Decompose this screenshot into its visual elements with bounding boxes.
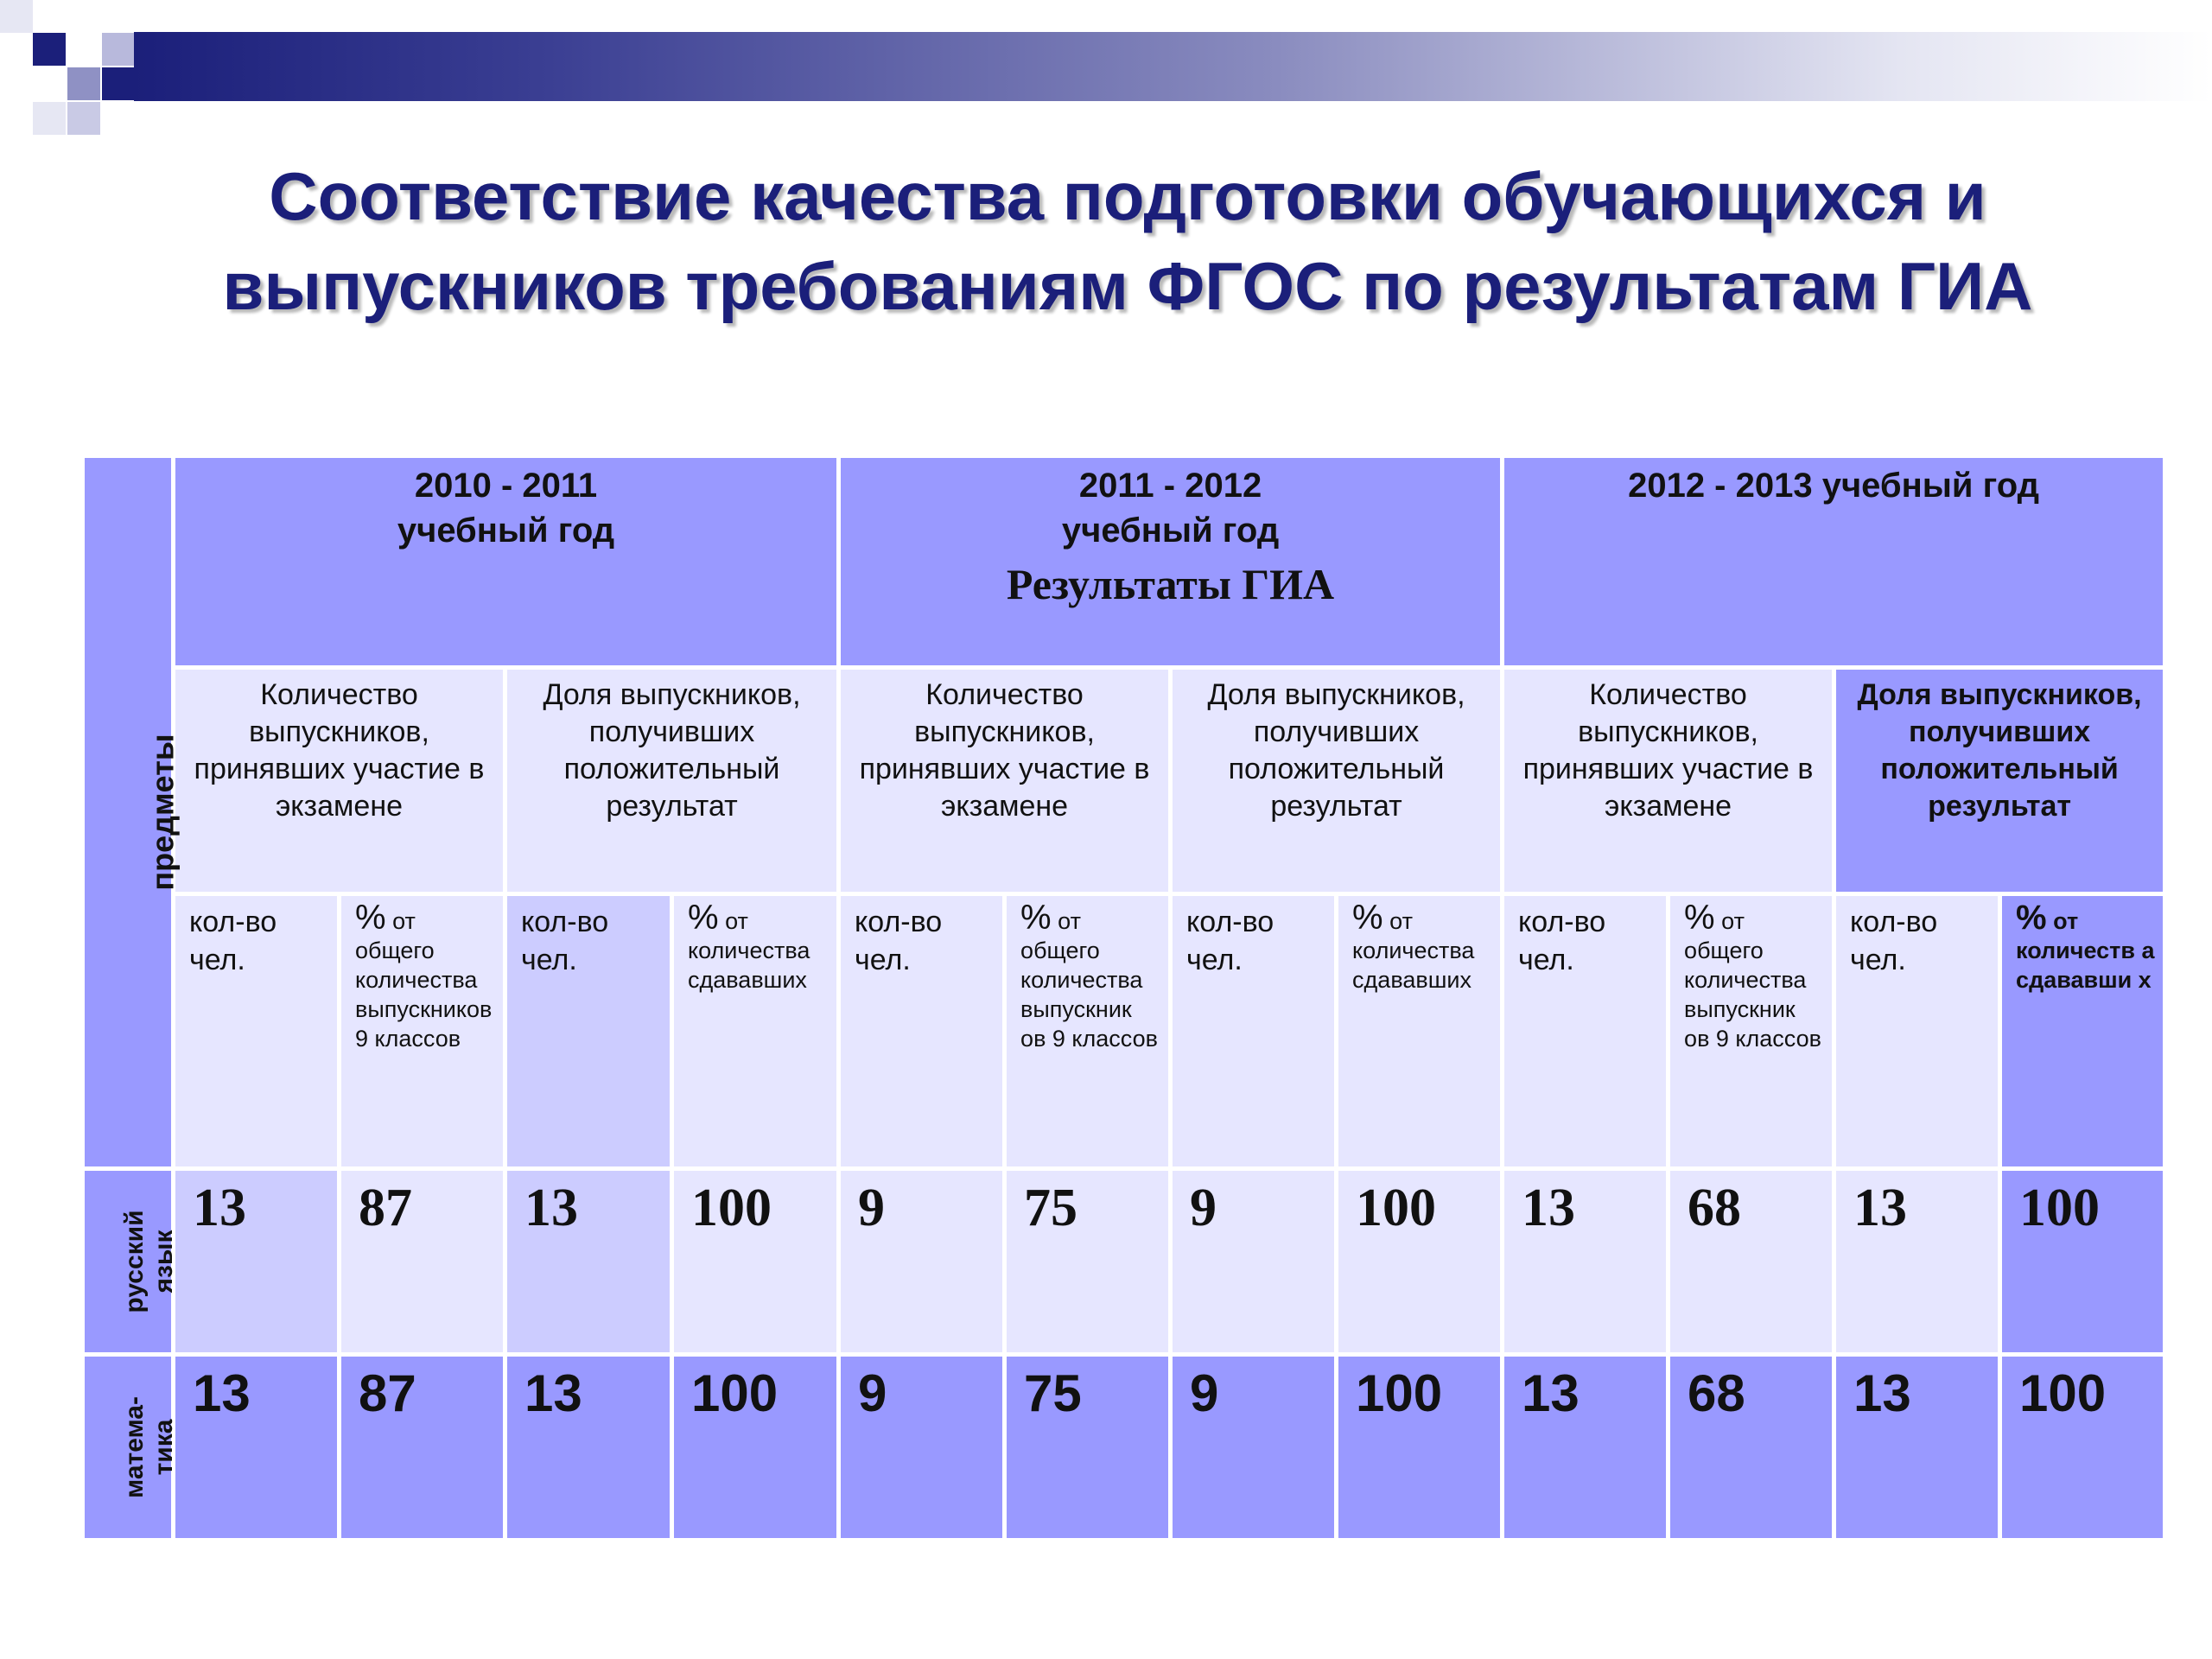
decor-square	[67, 67, 100, 100]
pct-passed-text: от количества сдававших	[688, 908, 810, 993]
year-label: 2011 - 2012 учебный год	[1061, 467, 1280, 550]
value-cell: 9	[1171, 1355, 1337, 1541]
subject-cell	[83, 1355, 178, 1541]
positive-header: Доля выпускников, получивших положительный результат	[1834, 668, 2165, 894]
year-header-2012	[1503, 456, 2165, 668]
value-cell: 100	[672, 1355, 839, 1541]
value-cell: 100	[2000, 1355, 2165, 1541]
pct-total-header	[340, 894, 505, 1169]
decor-square	[102, 67, 135, 100]
value-cell: 68	[1669, 1355, 1834, 1541]
table-row-russian	[83, 1169, 2165, 1355]
value-cell: 87	[340, 1355, 505, 1541]
value-cell: 75	[1005, 1355, 1171, 1541]
value-cell: 75	[1005, 1169, 1171, 1355]
decor-square	[102, 33, 135, 66]
year-header-row	[83, 456, 2165, 668]
value-cell: 13	[1834, 1355, 2000, 1541]
value-cell: 100	[1337, 1169, 1503, 1355]
value-cell: 9	[1171, 1169, 1337, 1355]
percent-symbol: %	[1020, 899, 1052, 937]
pct-passed-header	[2000, 894, 2165, 1169]
value-cell: 13	[1834, 1169, 2000, 1355]
results-subtitle: Результаты ГИА	[1006, 560, 1335, 608]
participants-header: Количество выпускников, принявших участие в экзамене	[839, 668, 1171, 894]
value-cell: 13	[505, 1169, 672, 1355]
decor-square	[33, 102, 66, 135]
value-cell: 100	[2000, 1169, 2165, 1355]
participants-header: Количество выпускников, принявших участие в экзамене	[1503, 668, 1834, 894]
group-header-row	[83, 668, 2165, 894]
value-cell: 100	[1337, 1355, 1503, 1541]
header-gradient-bar	[134, 32, 2212, 101]
pct-total-text: от общего количества выпускников 9 классов	[355, 908, 493, 1052]
percent-symbol: %	[2016, 899, 2047, 937]
value-cell: 13	[174, 1169, 340, 1355]
subject-label: русский язык	[120, 1210, 178, 1313]
slide-title: Соответствие качества подготовки обучающихся и выпускников требованиям ФГОС по результатам ГИА	[222, 158, 2033, 324]
pct-total-header	[1005, 894, 1171, 1169]
percent-symbol: %	[355, 899, 386, 937]
count-header: кол-во чел.	[505, 894, 672, 1169]
percent-symbol: %	[1352, 899, 1383, 937]
pct-total-text: от общего количества выпускник ов 9 классов	[1020, 908, 1158, 1052]
participants-header: Количество выпускников, принявших участие в экзамене	[174, 668, 505, 894]
year-header-2010	[174, 456, 839, 668]
value-cell: 13	[505, 1355, 672, 1541]
pct-total-header	[1669, 894, 1834, 1169]
sub-header-row	[83, 894, 2165, 1169]
decor-square	[67, 102, 100, 135]
count-header: кол-во чел.	[1503, 894, 1669, 1169]
value-cell: 13	[174, 1355, 340, 1541]
subjects-header-cell	[83, 456, 181, 1169]
value-cell: 13	[1503, 1169, 1669, 1355]
percent-symbol: %	[1684, 899, 1715, 937]
count-header: кол-во чел.	[174, 894, 340, 1169]
pct-passed-header	[1337, 894, 1503, 1169]
subject-label: матема-тика	[120, 1396, 178, 1498]
decor-square	[33, 33, 66, 66]
pct-passed-header	[672, 894, 839, 1169]
value-cell: 87	[340, 1169, 505, 1355]
count-header: кол-во чел.	[1171, 894, 1337, 1169]
subject-cell	[83, 1169, 178, 1355]
count-header: кол-во чел.	[839, 894, 1005, 1169]
positive-header: Доля выпускников, получивших положительный результат	[505, 668, 839, 894]
pct-passed-text: от количества сдававших	[1352, 908, 1475, 993]
results-table	[80, 454, 2167, 1542]
positive-header: Доля выпускников, получивших положительный результат	[1171, 668, 1503, 894]
value-cell: 100	[672, 1169, 839, 1355]
value-cell: 68	[1669, 1169, 1834, 1355]
subjects-header: предметы	[144, 734, 181, 891]
percent-symbol: %	[688, 899, 719, 937]
table-row-math	[83, 1355, 2165, 1541]
value-cell: 13	[1503, 1355, 1669, 1541]
year-header-2011	[839, 456, 1503, 668]
decor-square	[0, 0, 33, 33]
pct-total-text: от общего количества выпускник ов 9 классов	[1684, 908, 1821, 1052]
value-cell: 9	[839, 1355, 1005, 1541]
value-cell: 9	[839, 1169, 1005, 1355]
pct-passed-text: от количеств а сдававши х	[2016, 908, 2155, 993]
year-label: 2010 - 2011 учебный год	[397, 467, 615, 550]
count-header: кол-во чел.	[1834, 894, 2000, 1169]
year-label: 2012 - 2013 учебный год	[1628, 467, 2040, 505]
